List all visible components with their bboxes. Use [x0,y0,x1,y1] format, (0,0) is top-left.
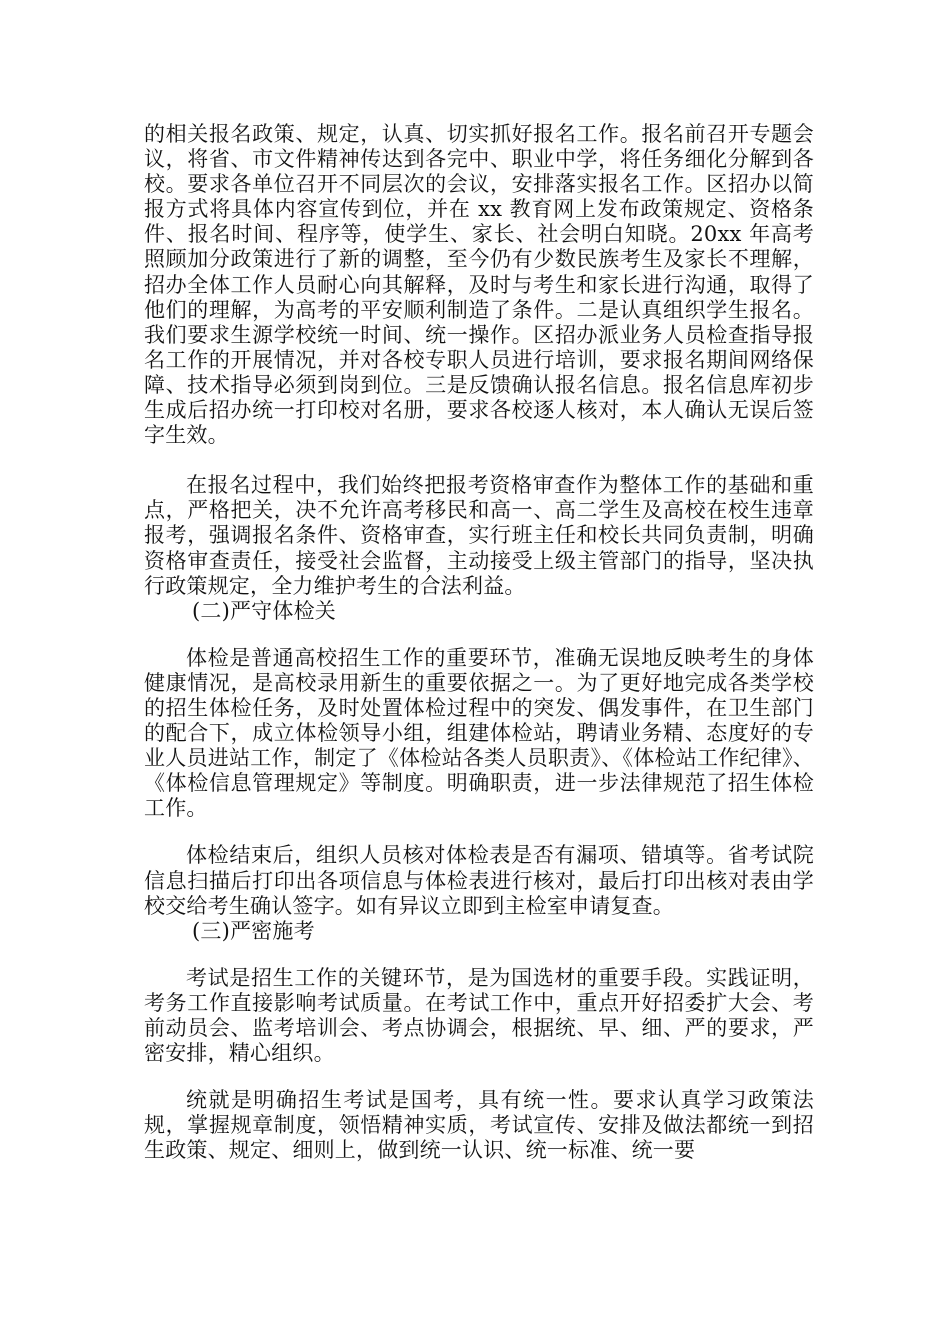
document-body [144,122,814,1163]
paragraph-physical-exam-overview: 体检是普通高校招生工作的重要环节，准确无误地反映考生的身体健康情况，是高校录用新生的重要依据之一。为了更好地完成各类学校的招生体检任务，及时处置体检过程中的突发、偶发事件，在卫生部门的配合下，成立体检领导小组，组建体检站，聘请业务精、态度好的专业人员进站工作，制定了《体检站各类人员职责》、《体检站工作纪律》、《体检信息管理规定》等制度。明确职责，进一步法律规范了招生体检工作。 [144,645,814,821]
section-heading-strict-exam: (三)严密施考 [192,918,315,943]
section-heading-physical-exam: (二)严守体检关 [192,598,336,623]
paragraph-registration-policy: 的相关报名政策、规定，认真、切实抓好报名工作。报名前召开专题会议，将省、市文件精神传达到各完中、职业中学，将任务细化分解到各校。要求各单位召开不同层次的会议，安排落实报名工作。区招办以简报方式将具体内容宣传到位，并在 xx 教育网上发布政策规定、资格条件、报名时间、程序等，使学生、家长、社会明白知晓。20xx 年高考照顾加分政策进行了新的调整，至今仍有少数民族考生及家长不理解，招办全体工作人员耐心向其解释，及时与考生和家长进行沟通，取得了他们的理解，为高考的平安顺利制造了条件。二是认真组织学生报名。我们要求生源学校统一时间、统一操作。区招办派业务人员检查指导报名工作的开展情况，并对各校专职人员进行培训，要求报名期间网络保障、技术指导必须到岗到位。三是反馈确认报名信息。报名信息库初步生成后招办统一打印校对名册，要求各校逐人核对，本人确认无误后签字生效。 [144,122,814,448]
paragraph-physical-exam-review: 体检结束后，组织人员核对体检表是否有漏项、错填等。省考试院信息扫描后打印出各项信息与体检表进行核对，最后打印出核对表由学校交给考生确认签字。如有异议立即到主检室申请复查。 [144,843,814,918]
paragraph-unified-exam: 统就是明确招生考试是国考，具有统一性。要求认真学习政策法规，掌握规章制度，领悟精神实质，考试宣传、安排及做法都统一到招生政策、规定、细则上，做到统一认识、统一标准、统一要 [144,1088,814,1163]
paragraph-exam-organization: 考试是招生工作的关键环节，是为国选材的重要手段。实践证明，考务工作直接影响考试质量。在考试工作中，重点开好招委扩大会、考前动员会、监考培训会、考点协调会，根据统、早、细、严的要求，严密安排，精心组织。 [144,965,814,1066]
paragraph-qualification-review: 在报名过程中，我们始终把报考资格审查作为整体工作的基础和重点，严格把关，决不允许高考移民和高一、高二学生及高校在校生违章报考，强调报名条件、资格审查，实行班主任和校长共同负责制，明确资格审查责任，接受社会监督，主动接受上级主管部门的指导，坚决执行政策规定，全力维护考生的合法利益。 [144,473,814,598]
